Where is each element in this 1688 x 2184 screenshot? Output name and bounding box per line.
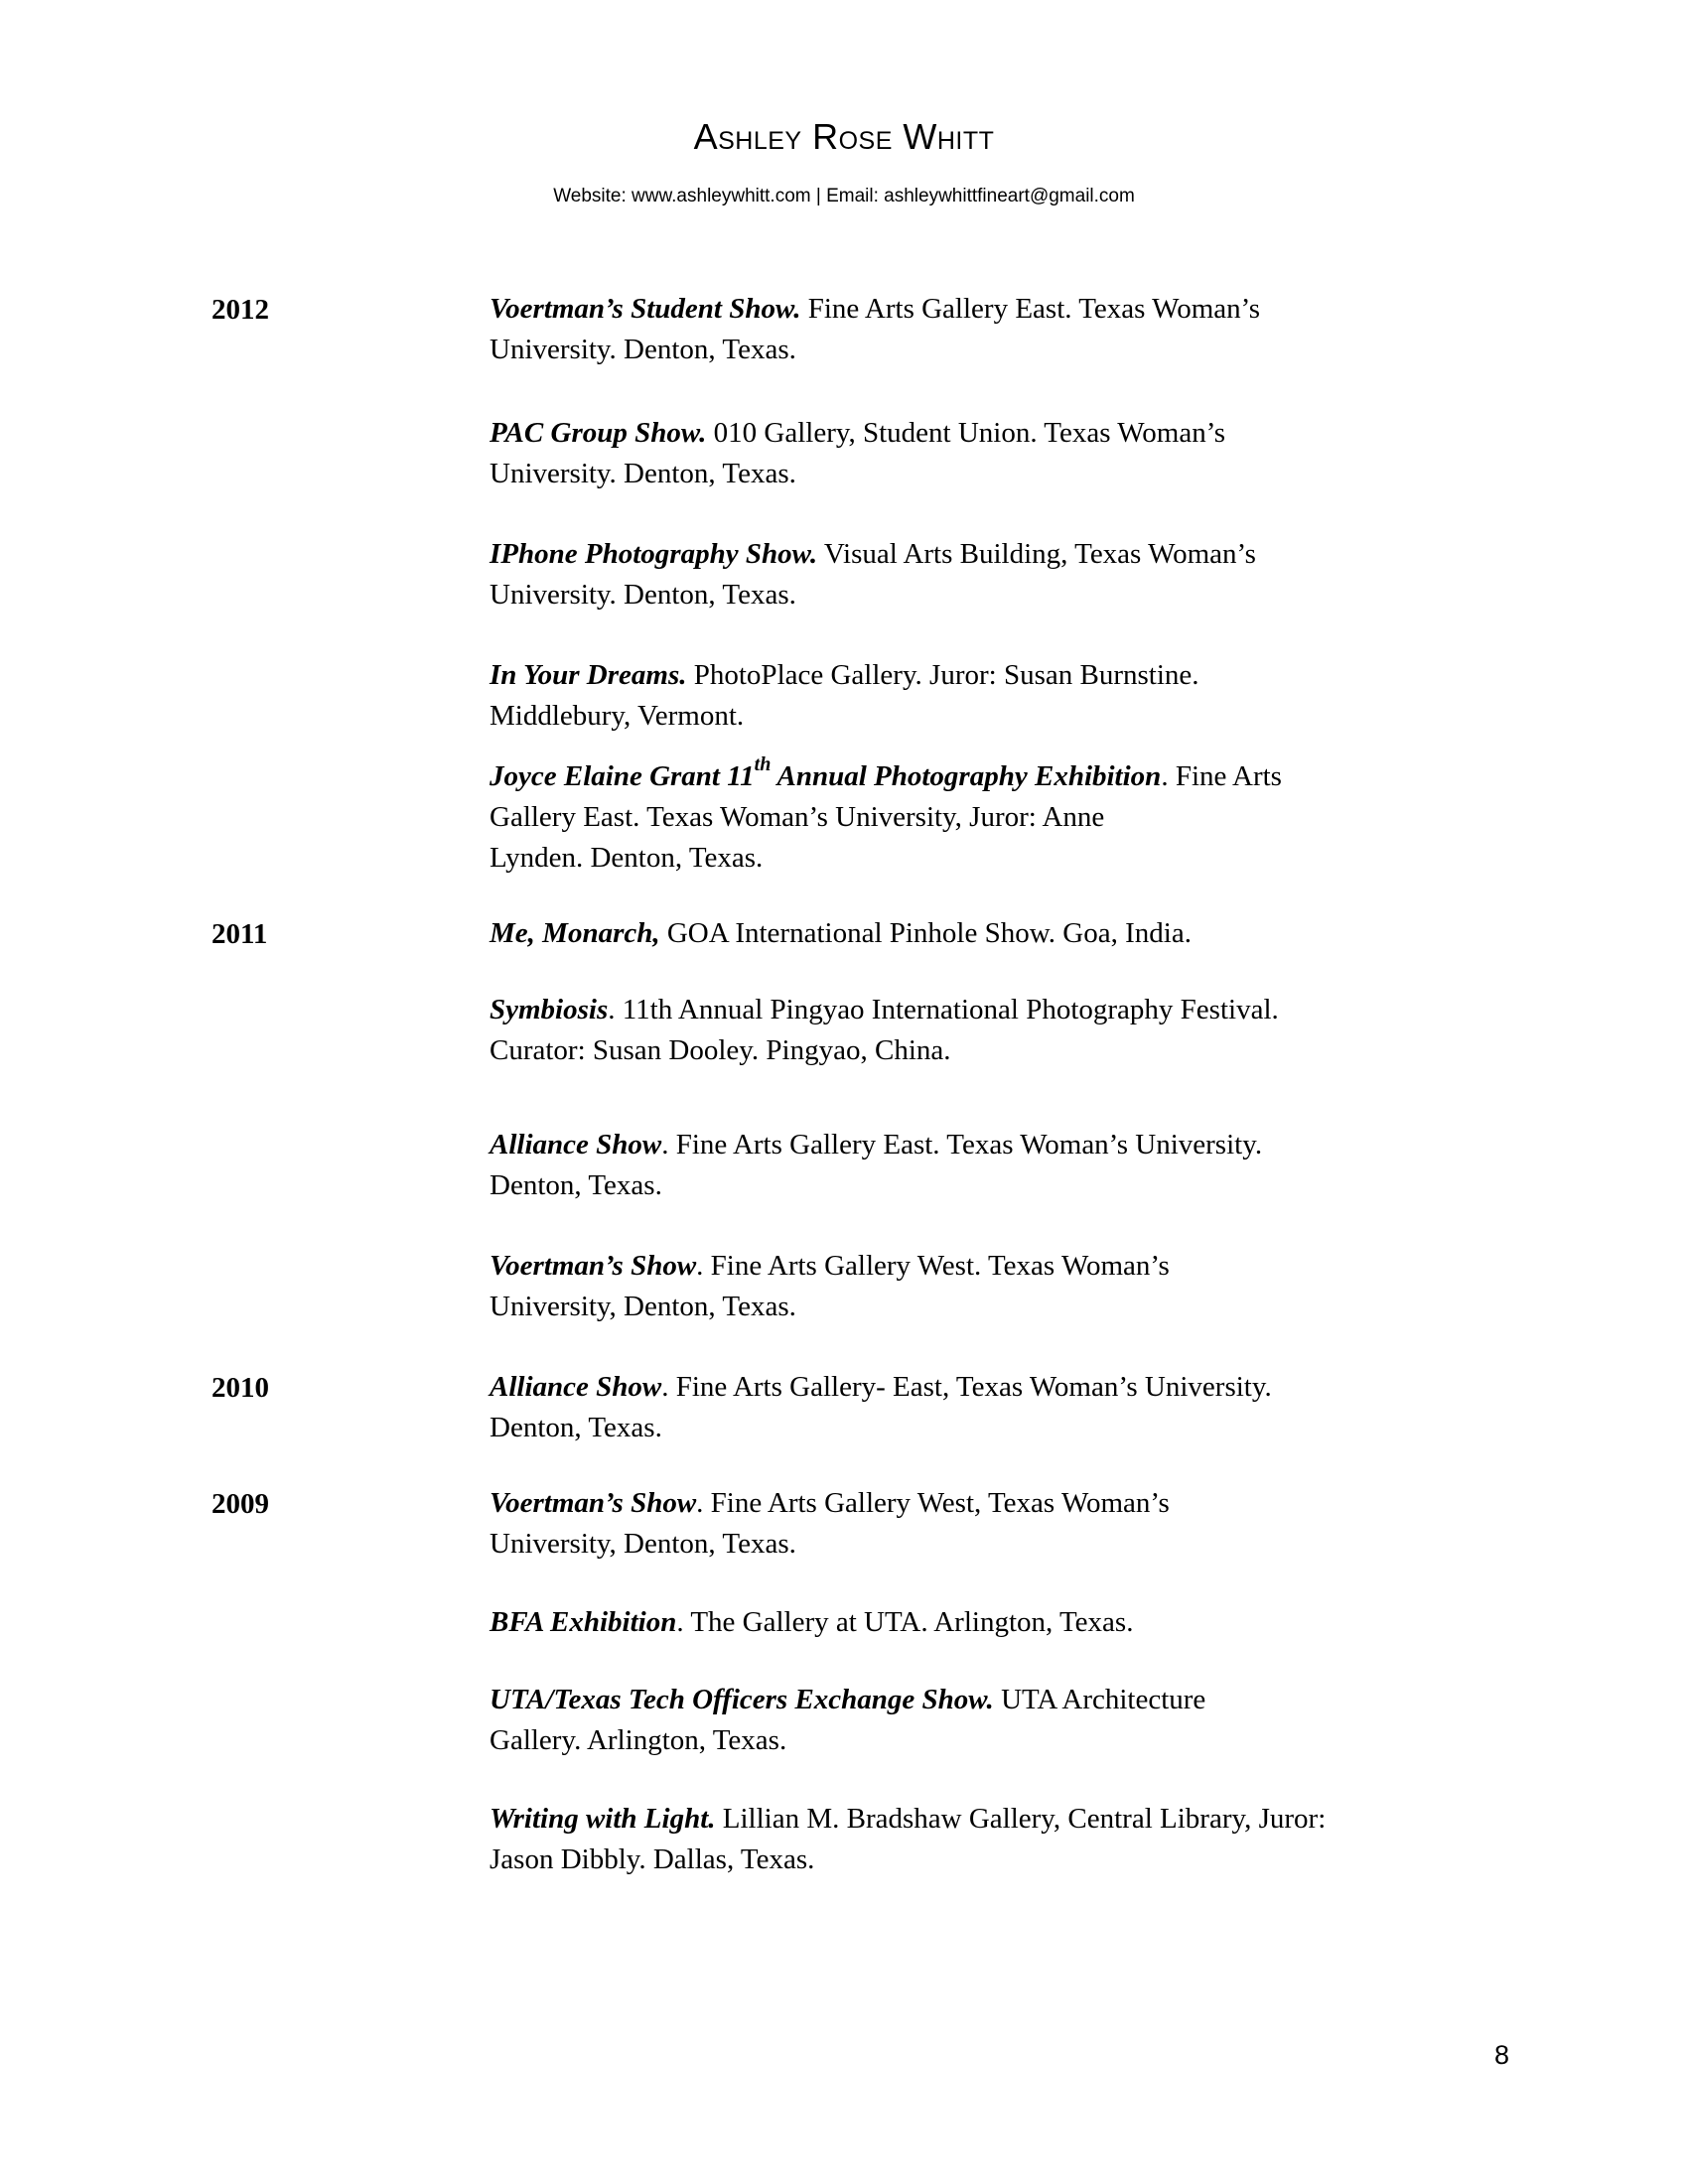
exhibition-entry: Voertman’s Student Show. Fine Arts Gallery East. Texas Woman’s University. Denton, Texas.: [490, 293, 1260, 365]
exhibition-title: Alliance Show: [490, 1129, 662, 1160]
year-2010: 2010: [211, 1372, 269, 1404]
exhibition-entry: In Your Dreams. PhotoPlace Gallery. Juror: Susan Burnstine. Middlebury, Vermont.: [490, 659, 1199, 732]
exhibition-title: Alliance Show: [490, 1371, 662, 1403]
exhibition-title: UTA/Texas Tech Officers Exchange Show.: [490, 1684, 994, 1715]
page-number: 8: [1493, 2040, 1509, 2070]
year-2012: 2012: [211, 294, 269, 326]
exhibition-entry: Me, Monarch, GOA International Pinhole Show. Goa, India.: [490, 917, 1192, 949]
exhibition-title: Joyce Elaine Grant 11th Annual Photography Exhibition: [490, 753, 1162, 792]
exhibition-title: Me, Monarch,: [490, 917, 660, 949]
contact-line: Website: www.ashleywhitt.com | Email: ashleywhittfineart@gmail.com: [553, 186, 1135, 206]
exhibition-entry: Alliance Show. Fine Arts Gallery- East, Texas Woman’s University. Denton, Texas.: [490, 1371, 1272, 1443]
exhibition-entry: IPhone Photography Show. Visual Arts Building, Texas Woman’s University. Denton, Texas.: [490, 538, 1256, 611]
exhibition-title: IPhone Photography Show.: [490, 538, 818, 570]
exhibition-title: Voertman’s Show: [490, 1250, 697, 1282]
year-2011: 2011: [211, 918, 268, 950]
exhibition-entry: Writing with Light. Lillian M. Bradshaw Gallery, Central Library, Juror: Jason Dibbly. Dallas, Texas.: [490, 1803, 1327, 1875]
exhibition-entry: Joyce Elaine Grant 11th Annual Photography Exhibition. Fine Arts Gallery East. Texas Woman’s University, Juror: Anne Lynden. Denton, Texas.: [490, 753, 1282, 874]
exhibition-title: Writing with Light.: [490, 1803, 716, 1835]
exhibition-title: BFA Exhibition: [490, 1606, 677, 1638]
exhibition-entry: Voertman’s Show. Fine Arts Gallery West. Texas Woman’s University, Denton, Texas.: [490, 1250, 1170, 1322]
exhibition-entry: Alliance Show. Fine Arts Gallery East. Texas Woman’s University. Denton, Texas.: [490, 1129, 1263, 1201]
exhibition-title: Symbiosis: [490, 994, 609, 1025]
exhibition-entry: UTA/Texas Tech Officers Exchange Show. UTA Architecture Gallery. Arlington, Texas.: [490, 1684, 1206, 1756]
exhibition-title: PAC Group Show.: [490, 417, 707, 449]
exhibition-entry: BFA Exhibition. The Gallery at UTA. Arlington, Texas.: [490, 1606, 1134, 1638]
exhibition-entry: Symbiosis. 11th Annual Pingyao International Photography Festival. Curator: Susan Dooley. Pingyao, China.: [490, 994, 1279, 1066]
exhibition-title: In Your Dreams.: [490, 659, 687, 691]
exhibition-title: Voertman’s Student Show.: [490, 293, 801, 325]
exhibition-title: Voertman’s Show: [490, 1487, 697, 1519]
year-2009: 2009: [211, 1488, 269, 1520]
exhibition-entry: Voertman’s Show. Fine Arts Gallery West, Texas Woman’s University, Denton, Texas.: [490, 1487, 1170, 1560]
exhibition-entry: PAC Group Show. 010 Gallery, Student Union. Texas Woman’s University. Denton, Texas.: [490, 417, 1226, 489]
ordinal-suffix: th: [754, 753, 772, 776]
author-name: Ashley Rose Whitt: [693, 116, 995, 157]
